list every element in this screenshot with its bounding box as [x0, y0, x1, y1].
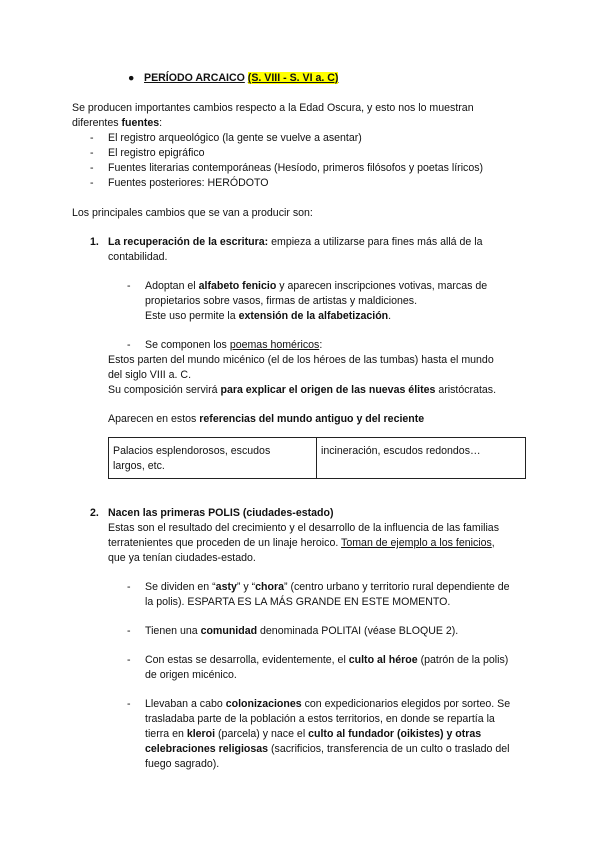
bold-comunidad: comunidad: [200, 625, 258, 637]
title-date-highlight: (S. VIII - S. VI a. C): [247, 72, 339, 84]
text-span: .: [388, 310, 392, 322]
bold-alfabeto: alfabeto fenicio: [198, 280, 277, 292]
text-span: Su composición servirá: [108, 384, 221, 396]
bold-colonizaciones: colonizaciones: [225, 698, 302, 710]
text-span: (parcela) y nace el: [215, 728, 309, 740]
b2-line-1: [145, 624, 458, 639]
table-cell-line: Palacios esplendorosos, escudos: [113, 445, 271, 457]
text-span: (sacrificios, transferencia de un culto o traslado del: [268, 743, 510, 755]
section-1-number: 1.: [90, 236, 99, 248]
table-row: [109, 438, 526, 479]
b4-line-1: [145, 697, 510, 712]
b1-line-2: la polis). ESPARTA ES LA MÁS GRANDE EN ESTE MOMENTO.: [145, 596, 451, 608]
text-span: Este uso permite la: [145, 310, 239, 322]
text-span: (patrón de la polis): [417, 654, 509, 666]
bold-chora: chora: [255, 581, 284, 593]
intro-line-1: Se producen importantes cambios respecto a la Edad Oscura, y esto nos lo muestran: [72, 102, 474, 114]
section-2-number: 2.: [90, 507, 99, 519]
text-span: Adoptan el: [145, 280, 199, 292]
bold-culto-fundador: culto al fundador (oikistes) y otras: [308, 728, 482, 740]
sub1-line-2: propietarios sobre vasos, firmas de artistas y maldiciones.: [145, 295, 418, 307]
title-bullet: ●: [128, 72, 135, 84]
table-cell-recent: [317, 438, 526, 479]
bold-referencias: referencias del mundo antiguo y del reciente: [199, 413, 425, 425]
text-span: Se dividen en “: [145, 581, 216, 593]
section-1-text-2: contabilidad.: [108, 251, 168, 263]
bold-elites: para explicar el origen de las nuevas élites: [220, 384, 436, 396]
references-table: [108, 437, 526, 479]
text-span: :: [319, 339, 323, 351]
source-item: El registro epigráfico: [108, 147, 205, 159]
b4-line-5: fuego sagrado).: [145, 758, 220, 770]
b1-line-1: [145, 580, 510, 595]
sub2-line-2: Estos parten del mundo micénico (el de los héroes de las tumbas) hasta el mundo: [108, 354, 494, 366]
sub-dash: -: [127, 625, 131, 637]
sub-dash: -: [127, 581, 131, 593]
section-2-line-2: [108, 536, 495, 551]
text-span: ” y “: [236, 581, 256, 593]
b4-line-4: [145, 742, 510, 757]
text-span: aristócratas.: [435, 384, 497, 396]
intro-suffix: :: [159, 117, 163, 129]
b3-line-1: [145, 653, 508, 668]
bold-alfabetizacion: extensión de la alfabetización: [238, 310, 389, 322]
sub-dash: -: [127, 654, 131, 666]
sub-dash: -: [127, 698, 131, 710]
source-item: El registro arqueológico (la gente se vuelve a asentar): [108, 132, 362, 144]
text-span: Con estas se desarrolla, evidentemente, el: [145, 654, 349, 666]
refs-line: [108, 412, 424, 427]
text-span: denominada POLITAI (véase BLOQUE 2).: [257, 625, 459, 637]
bold-asty: asty: [215, 581, 237, 593]
section-1-text: empieza a utilizarse para fines más allá de la: [268, 236, 483, 248]
b4-line-3: [145, 727, 481, 742]
text-span: ” (centro urbano y territorio rural dependiente de: [283, 581, 510, 593]
sub1-line-3: [145, 309, 391, 324]
section-1-heading: La recuperación de la escritura:: [108, 236, 269, 248]
source-dash: -: [90, 147, 94, 159]
text-span: Llevaban a cabo: [145, 698, 226, 710]
text-span: Aparecen en estos: [108, 413, 200, 425]
table-cell-ancient: [109, 438, 317, 479]
text-span: Tienen una: [145, 625, 201, 637]
text-span: con expedicionarios elegidos por sorteo. Se: [301, 698, 511, 710]
sub-dash: -: [127, 280, 131, 292]
source-dash: -: [90, 132, 94, 144]
section-1-heading-line: [108, 235, 483, 250]
text-span: ,: [491, 537, 495, 549]
text-span: tierra en: [145, 728, 187, 740]
intro-bold-fuentes: fuentes: [121, 117, 160, 129]
title-text: PERÍODO ARCAICO: [144, 72, 245, 84]
sub2-line-3: del siglo VIII a. C.: [108, 369, 192, 381]
sub2-line-1: [145, 338, 322, 353]
b4-line-2: trasladaba parte de la población a estos territorios, en donde se repartía la: [145, 713, 495, 725]
sub2-line-4: [108, 383, 496, 398]
bold-culto-heroe: culto al héroe: [348, 654, 418, 666]
source-item: Fuentes literarias contemporáneas (Hesíodo, primeros filósofos y poetas líricos): [108, 162, 484, 174]
text-span: Se componen los: [145, 339, 230, 351]
text-span: y aparecen inscripciones votivas, marcas de: [276, 280, 488, 292]
text-span: terratenientes que proceden de un linaje heroico.: [108, 537, 342, 549]
b3-line-2: de origen micénico.: [145, 669, 237, 681]
intro-line-2: [72, 116, 162, 131]
table-cell-line: largos, etc.: [113, 459, 165, 472]
bold-kleroi: kleroi: [186, 728, 216, 740]
changes-intro: Los principales cambios que se van a producir son:: [72, 207, 313, 219]
section-2-line-1: Estas son el resultado del crecimiento y el desarrollo de la influencia de las familias: [108, 522, 499, 534]
underlined-poemas: poemas homéricos: [229, 339, 320, 351]
section-2-line-3: que ya tenían ciudades-estado.: [108, 552, 256, 564]
bold-celebraciones: celebraciones religiosas: [145, 743, 269, 755]
source-dash: -: [90, 177, 94, 189]
page-title: [144, 71, 338, 86]
underlined-fenicios: Toman de ejemplo a los fenicios: [341, 537, 492, 549]
source-dash: -: [90, 162, 94, 174]
table-cell-line: incineración, escudos redondos…: [321, 445, 481, 457]
sub-dash: -: [127, 339, 131, 351]
intro-prefix: diferentes: [72, 117, 122, 129]
sub1-line-1: [145, 279, 487, 294]
source-item: Fuentes posteriores: HERÓDOTO: [108, 177, 269, 189]
section-2-heading: Nacen las primeras POLIS (ciudades-estado): [108, 507, 334, 519]
